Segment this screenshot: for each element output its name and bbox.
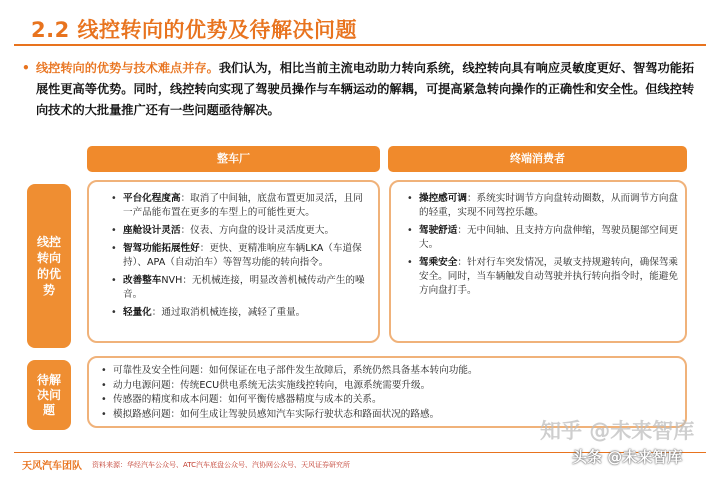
list-item: • 可靠性及安全性问题：如何保证在电子部件发生故障后，系统仍然具备基本转向功能。	[99, 364, 684, 379]
consumer-advantages-box	[389, 180, 687, 343]
footer-brand: 天风汽车团队	[22, 461, 82, 472]
column-header-oem: 整车厂	[87, 146, 380, 172]
column-header-consumer: 终端消费者	[388, 146, 687, 172]
list-item: • 智驾功能拓展性好：更快、更精准响应车辆LKA（车道保持）、APA（自动泊车）等智驾功能的转向指令。	[109, 242, 371, 270]
list-item: • 动力电源问题：传统ECU供电系统无法实施线控转向，电源系统需要升级。	[99, 379, 684, 394]
list-item: • 操控感可调：系统实时调节方向盘转动圈数，从而调节方向盘的轻重，实现不同驾控乐趣。	[405, 192, 679, 220]
side-label-issues: 待解决问题	[27, 360, 71, 430]
intro-highlight: 线控转向的优势与技术难点并存。	[36, 61, 219, 75]
oem-advantages-box	[87, 180, 380, 343]
intro-text: 我们认为，相比当前主流电动助力转向系统，线控转向具有响应灵敏度更好、智驾功能拓展性更高等优势。同时，线控转向实现了驾驶员操作与车辆运动的解耦，可提高紧急转向操作的正确性和安全性。但线控转向技术的大批量推广还有一些问题亟待解决。	[36, 61, 695, 117]
list-item: • 轻量化：通过取消机械连接，减轻了重量。	[109, 306, 371, 320]
list-item: • 驾驶舒适：无中间轴、且支持方向盘伸缩，驾驶员腿部空间更大。	[405, 224, 679, 252]
title-divider	[14, 44, 706, 46]
intro-paragraph	[22, 58, 702, 121]
list-item: • 改善整车NVH：无机械连接，明显改善机械传动产生的噪音。	[109, 274, 371, 302]
side-label-advantages: 线控转向的优势	[27, 184, 71, 348]
list-item: • 传感器的精度和成本问题：如何平衡传感器精度与成本的关系。	[99, 393, 684, 408]
intro-bullet: •	[22, 61, 30, 75]
page-title: 2.2 线控转向的优势及待解决问题	[31, 18, 358, 42]
list-item: • 驾乘安全：针对行车突发情况，灵敏支持规避转向，确保驾乘安全。同时，当车辆触发自动驾驶并执行转向指令时，能避免方向盘打手。	[405, 256, 679, 298]
list-item: • 平台化程度高：取消了中间轴，底盘布置更加灵活，且同一产品能布置在更多的车型上的可能性更大。	[109, 192, 371, 220]
footer-source: 资料来源：华经汽车公众号、ATC汽车底盘公众号、汽协网公众号、天风证券研究所	[92, 461, 350, 469]
list-item: • 模拟路感问题：如何生成让驾驶员感知汽车实际行驶状态和路面状况的路感。	[99, 408, 684, 423]
watermark: 知乎 @未来智库	[540, 419, 695, 443]
watermark-secondary: 头条 @未来智库	[572, 448, 683, 466]
list-item: • 座舱设计灵活：仪表、方向盘的设计灵活度更大。	[109, 224, 371, 238]
